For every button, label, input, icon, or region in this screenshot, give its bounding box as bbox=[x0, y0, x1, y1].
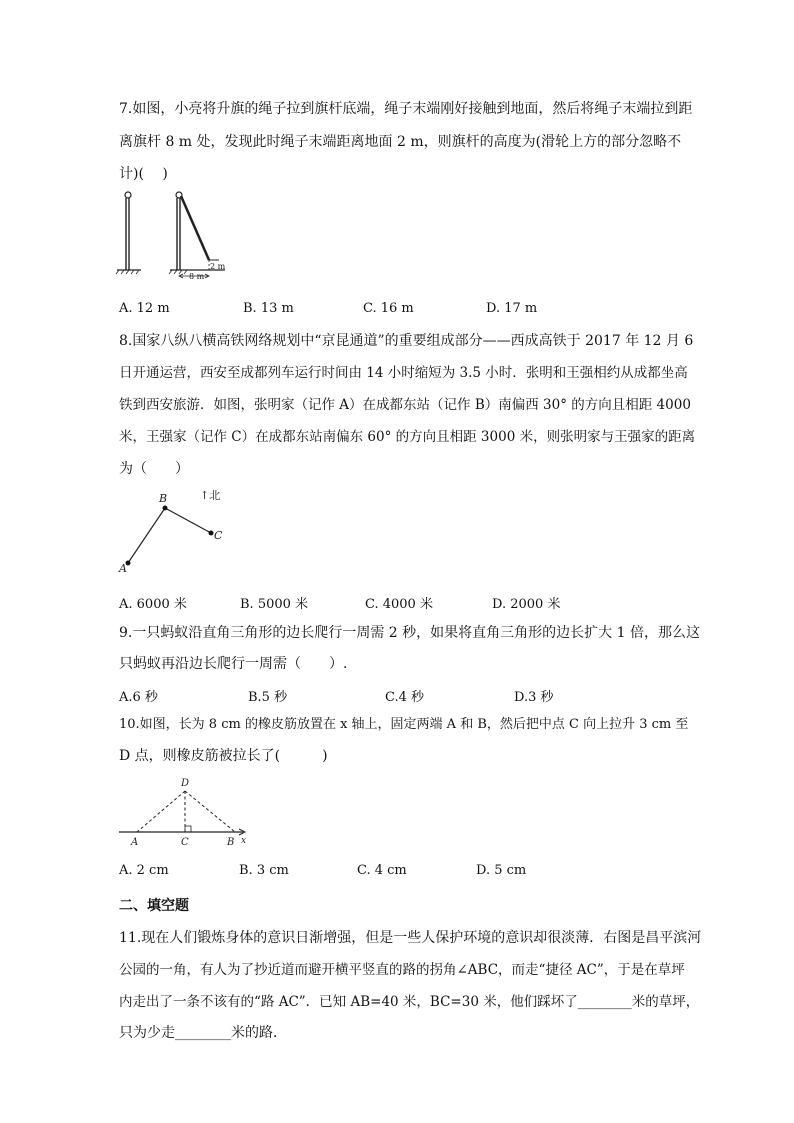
q9-option-d: D.3 秒 bbox=[514, 690, 554, 705]
flagpole-figure bbox=[115, 190, 245, 280]
q8-line5: 为（ ） bbox=[119, 461, 189, 477]
q11-line1: 11.现在人们锻炼身体的意识日渐增强，但是一些人保护环境的意识却很淡薄．右图是昌平滨河 bbox=[119, 930, 702, 946]
q10-option-a: A. 2 cm bbox=[119, 863, 169, 878]
q11-line4: 只为少走________米的路． bbox=[119, 1025, 287, 1041]
q9-option-b: B.5 秒 bbox=[248, 690, 288, 705]
q7-line3: 计)( ) bbox=[119, 166, 168, 182]
fig8-label-a: A bbox=[119, 562, 127, 575]
q10-option-c: C. 4 cm bbox=[357, 863, 407, 878]
q7-option-a: A. 12 m bbox=[119, 301, 170, 316]
q8-option-c: C. 4000 米 bbox=[365, 597, 433, 612]
q8-line3: 铁到西安旅游．如图，张明家（记作 A）在成都东站（记作 B）南偏西 30° 的方向且相距 4000 bbox=[119, 397, 691, 413]
q8-option-a: A. 6000 米 bbox=[119, 597, 187, 612]
q7-option-b: B. 13 m bbox=[243, 301, 294, 316]
q8-line4: 米，王强家（记作 C）在成都东站南偏东 60° 的方向且相距 3000 米，则张明家与王强家的距离 bbox=[119, 429, 696, 445]
fig7-label-2m: 2 m bbox=[210, 262, 226, 271]
q10-option-d: D. 5 cm bbox=[476, 863, 527, 878]
q8-line1: 8.国家八纵八横高铁网络规划中“京昆通道”的重要组成部分——西成高铁于 2017 年 12 月 6 bbox=[119, 333, 694, 349]
fig7-label-8m: 8 m bbox=[189, 272, 205, 280]
section-heading: 二、填空题 bbox=[119, 898, 189, 914]
q10-line2: D 点，则橡皮筋被拉长了( ) bbox=[119, 748, 328, 764]
fig8-label-b: B bbox=[159, 492, 168, 505]
q10-option-b: B. 3 cm bbox=[239, 863, 289, 878]
fig8-north-label: ↑北 bbox=[200, 489, 221, 502]
q7-line1: 7.如图，小亮将升旗的绳子拉到旗杆底端，绳子末端刚好接触到地面，然后将绳子末端拉到距 bbox=[119, 101, 693, 117]
q9-option-c: C.4 秒 bbox=[385, 690, 425, 705]
q9-line1: 9.一只蚂蚁沿直角三角形的边长爬行一周需 2 秒，如果将直角三角形的边长扩大 1 倍，那么这 bbox=[119, 625, 700, 641]
q7-option-c: C. 16 m bbox=[363, 301, 414, 316]
q8-option-d: D. 2000 米 bbox=[492, 597, 561, 612]
q7-option-d: D. 17 m bbox=[486, 301, 538, 316]
q9-line2: 只蚂蚁再沿边长爬行一周需（ ）. bbox=[119, 656, 348, 672]
fig10-label-d: D bbox=[181, 778, 190, 789]
fig10-label-a: A bbox=[131, 837, 139, 848]
q8-option-b: B. 5000 米 bbox=[240, 597, 309, 612]
q11-line3: 内走出了一条不该有的“路 AC”．已知 AB=40 米，BC=30 米，他们踩坏了________米的草坪， bbox=[119, 994, 700, 1010]
direction-figure bbox=[115, 485, 230, 577]
rubber-band-figure bbox=[115, 775, 255, 850]
fig10-label-b: B bbox=[227, 837, 235, 848]
q11-line2: 公园的一角，有人为了抄近道而避开横平竖直的路的拐角∠ABC，而走“捷径 AC”，于是在草坪 bbox=[119, 962, 685, 978]
q10-line1: 10.如图，长为 8 cm 的橡皮筋放置在 x 轴上，固定两端 A 和 B，然后把中点 C 向上拉升 3 cm 至 bbox=[119, 717, 689, 732]
q9-option-a: A.6 秒 bbox=[119, 690, 158, 705]
q7-line2: 离旗杆 8 m 处，发现此时绳子末端距离地面 2 m，则旗杆的高度为(滑轮上方的部分忽略不 bbox=[119, 134, 682, 150]
fig10-label-c: C bbox=[181, 837, 189, 848]
fig10-label-x: x bbox=[241, 836, 247, 846]
q8-line2: 日开通运营，西安至成都列车运行时间由 14 小时缩短为 3.5 小时．张明和王强相约从成都坐高 bbox=[119, 365, 688, 381]
fig8-label-c: C bbox=[214, 529, 223, 542]
